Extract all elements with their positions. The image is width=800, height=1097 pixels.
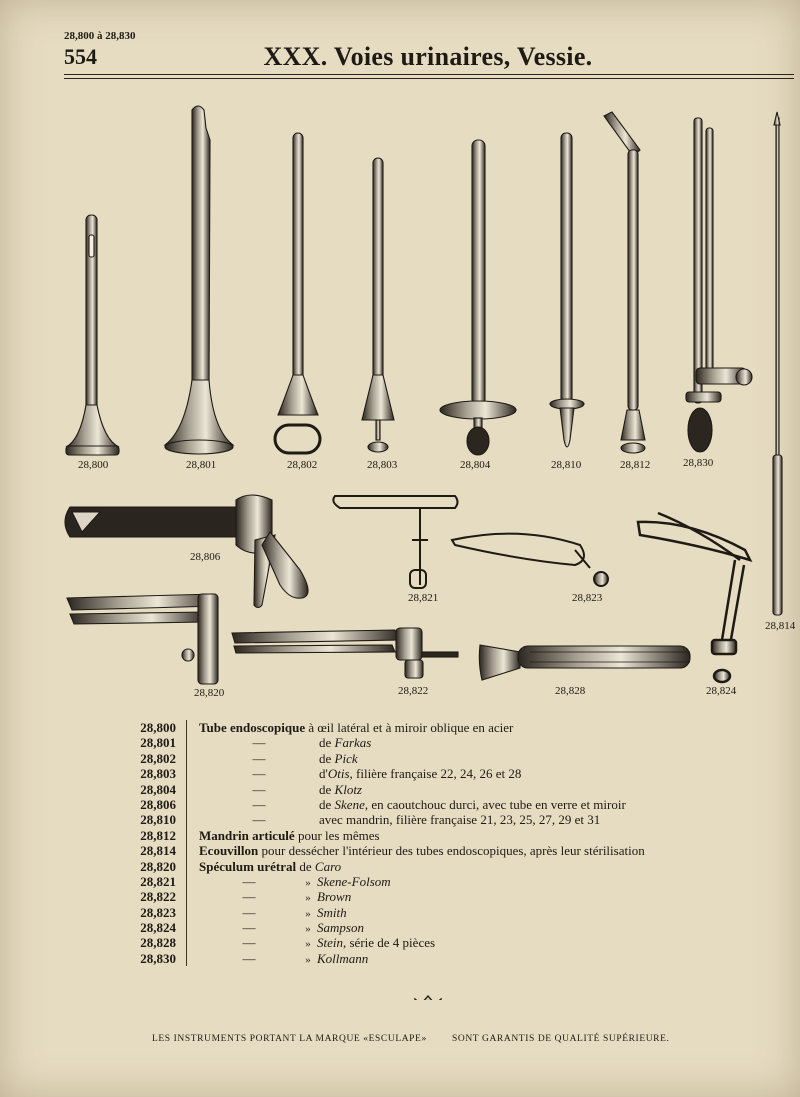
figure-label: 28,810 (551, 459, 582, 471)
instrument-28814 (773, 112, 782, 615)
figure-label: 28,824 (706, 685, 737, 697)
item-description: — » Kollmann (242, 950, 369, 966)
item-code: 28,802 (100, 751, 187, 766)
item-code: 28,804 (100, 782, 187, 797)
instrument-28821 (333, 496, 457, 588)
item-description: — » Brown (242, 889, 352, 905)
item-description: Mandrin articulé pour les mêmes (199, 827, 380, 843)
table-row (100, 843, 645, 858)
item-description: — de Pick (252, 750, 358, 766)
figure-label: 28,800 (78, 459, 109, 471)
table-row (100, 874, 645, 889)
item-code: 28,820 (100, 859, 187, 874)
table-row (100, 889, 645, 904)
instrument-28828 (479, 645, 690, 680)
instrument-28830 (686, 118, 752, 452)
figure-label: 28,803 (367, 459, 398, 471)
table-row (100, 828, 645, 843)
item-code: 28,803 (100, 766, 187, 781)
item-code: 28,801 (100, 735, 187, 750)
figure-label: 28,812 (620, 459, 651, 471)
item-code: 28,828 (100, 935, 187, 950)
catalogue-table (100, 720, 645, 966)
table-row (100, 951, 645, 966)
table-row (100, 797, 645, 812)
item-code: 28,830 (100, 951, 187, 966)
figure-label: 28,804 (460, 459, 491, 471)
figure-label: 28,814 (765, 620, 796, 632)
item-code: 28,812 (100, 828, 187, 843)
table-row (100, 859, 645, 874)
item-code: 28,800 (100, 720, 187, 735)
item-code: 28,822 (100, 889, 187, 904)
footer-right: SONT GARANTIS DE QUALITÉ SUPÉRIEURE. (452, 1034, 670, 1044)
figure-label: 28,806 (190, 551, 221, 563)
table-row (100, 751, 645, 766)
table-row (100, 766, 645, 781)
table-row (100, 935, 645, 950)
figure-label: 28,802 (287, 459, 318, 471)
item-code: 28,810 (100, 812, 187, 827)
item-code: 28,821 (100, 874, 187, 889)
item-code: 28,814 (100, 843, 187, 858)
figure-label: 28,828 (555, 685, 586, 697)
instrument-28812 (604, 112, 645, 453)
instrument-28823 (452, 534, 608, 586)
page-title: XXX. Voies urinaires, Vessie. (263, 42, 593, 71)
item-description: Ecouvillon pour dessécher l'intérieur des tubes endoscopiques, après leur stérilisation (199, 843, 645, 859)
item-code: 28,806 (100, 797, 187, 812)
page-number: 554 (64, 44, 97, 69)
table-row (100, 812, 645, 827)
figure-label: 28,821 (408, 592, 439, 604)
item-description: — de Farkas (252, 735, 372, 751)
instrument-28810 (550, 133, 584, 447)
instrument-28801 (165, 106, 233, 454)
item-description: — de Klotz (252, 781, 362, 797)
figure-label: 28,801 (186, 459, 217, 471)
figure-label: 28,820 (194, 687, 225, 699)
table-row (100, 720, 645, 735)
item-description: — » Stein, série de 4 pièces (242, 935, 436, 951)
instrument-28802 (275, 133, 320, 453)
instrument-28820 (67, 594, 218, 684)
item-description: — » Skene-Folsom (242, 873, 391, 889)
crown-caduceus-icon (415, 996, 441, 1000)
item-description: — de Skene, en caoutchouc durci, avec tube en verre et miroir (252, 796, 626, 812)
figure-label: 28,830 (683, 457, 714, 469)
table-row (100, 782, 645, 797)
table-row (100, 920, 645, 935)
item-description: Spéculum urétral de Caro (199, 858, 342, 874)
item-description: Tube endoscopique à œil latéral et à miroir oblique en acier (199, 720, 514, 735)
footer-left: LES INSTRUMENTS PORTANT LA MARQUE «ESCULAPE» (152, 1034, 427, 1044)
item-description: — avec mandrin, filière française 21, 23, 25, 27, 29 et 31 (252, 812, 601, 828)
item-description: — » Smith (242, 904, 347, 920)
item-description: — » Sampson (242, 920, 364, 936)
instrument-28822 (232, 628, 458, 678)
instrument-28800 (66, 215, 119, 455)
figure-label: 28,823 (572, 592, 603, 604)
figure-label: 28,822 (398, 685, 429, 697)
instrument-28803 (362, 158, 394, 452)
instrument-28806 (65, 495, 308, 608)
item-code: 28,824 (100, 920, 187, 935)
page-range: 28,800 à 28,830 (64, 30, 136, 42)
item-code: 28,823 (100, 905, 187, 920)
item-description: — d'Otis, filière française 22, 24, 26 et 28 (252, 766, 522, 782)
table-row (100, 905, 645, 920)
instrument-28804 (440, 140, 516, 455)
table-row (100, 735, 645, 750)
